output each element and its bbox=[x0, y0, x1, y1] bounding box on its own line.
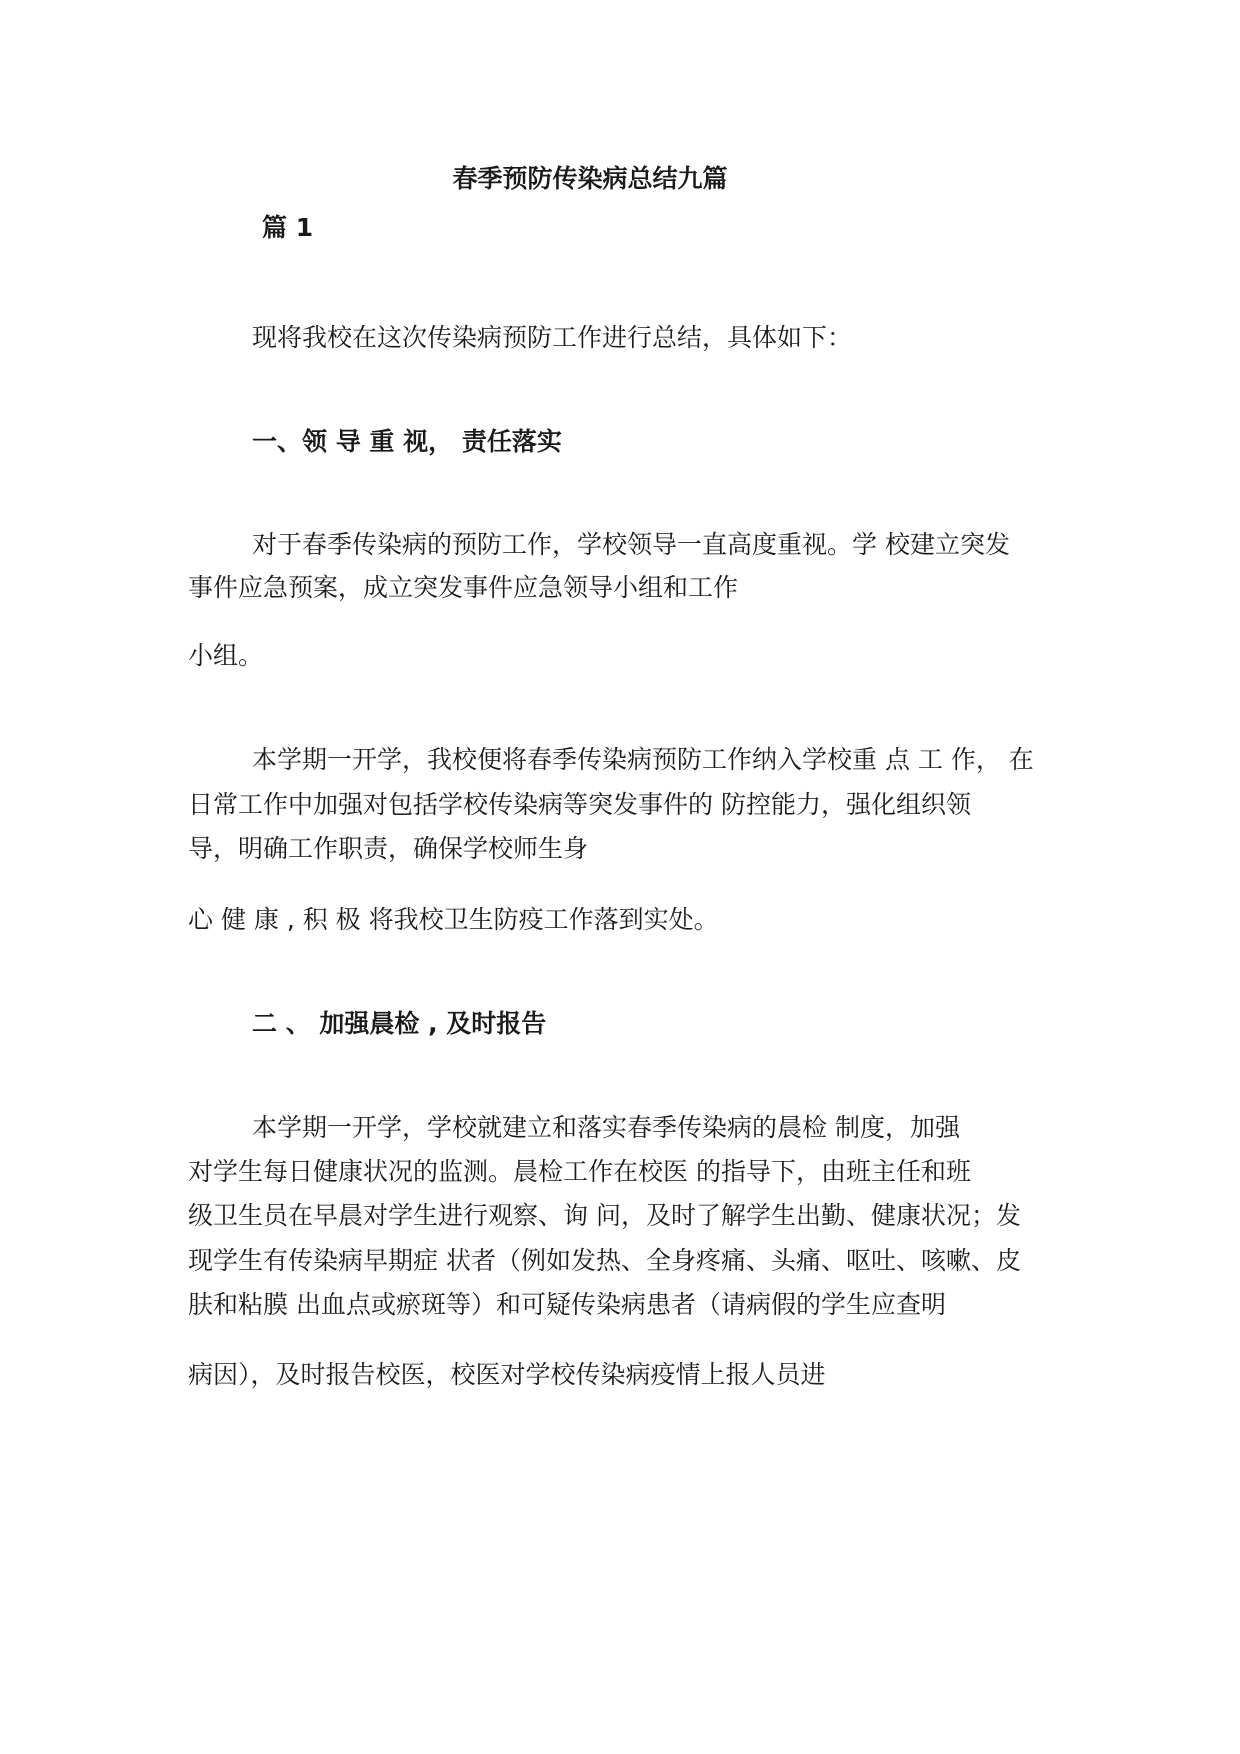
section-2-p1-line-4: 现学生有传染病早期症 状者（例如发热、全身疼痛、头痛、呕吐、咳嗽、皮 bbox=[188, 1246, 1021, 1275]
section-2-p1-line-1: 本学期一开学，学校就建立和落实春季传染病的晨检 制度，加强 bbox=[252, 1113, 960, 1142]
section-1-p1-line-3: 小组。 bbox=[188, 641, 264, 670]
document-subtitle: 篇 1 bbox=[262, 213, 314, 242]
section-2-p1-line-2: 对学生每日健康状况的监测。晨检工作在校医 的指导下，由班主任和班 bbox=[188, 1157, 971, 1186]
section-1-heading: 一、领 导 重 视， 责任落实 bbox=[252, 427, 562, 456]
section-1-p2-line-4: 心 健 康 , 积 极 将我校卫生防疫工作落到实处。 bbox=[188, 905, 719, 934]
section-2-p1-line-3: 级卫生员在早晨对学生进行观察、询 问，及时了解学生出勤、健康状况；发 bbox=[188, 1201, 1021, 1230]
section-2-heading: 二 、 加强晨检 , 及时报告 bbox=[252, 1009, 547, 1038]
section-2-p1-line-6: 病因），及时报告校医，校医对学校传染病疫情上报人员进 bbox=[188, 1360, 826, 1389]
section-2-p1-line-5: 肤和粘膜 出血点或瘀斑等）和可疑传染病患者（请病假的学生应查明 bbox=[188, 1290, 946, 1319]
section-1-p2-line-3: 导，明确工作职责，确保学校师生身 bbox=[188, 834, 589, 863]
section-1-p2-line-1: 本学期一开学，我校便将春季传染病预防工作纳入学校重 点 工 作， 在 bbox=[252, 745, 1034, 774]
intro-paragraph: 现将我校在这次传染病预防工作进行总结，具体如下： bbox=[252, 323, 853, 352]
document-title: 春季预防传染病总结九篇 bbox=[452, 164, 728, 193]
section-1-p2-line-2: 日常工作中加强对包括学校传染病等突发事件的 防控能力，强化组织领 bbox=[188, 790, 971, 819]
section-1-p1-line-1: 对于春季传染病的预防工作，学校领导一直高度重视。学 校建立突发 bbox=[252, 530, 1010, 559]
section-1-p1-line-2: 事件应急预案，成立突发事件应急领导小组和工作 bbox=[188, 573, 739, 602]
